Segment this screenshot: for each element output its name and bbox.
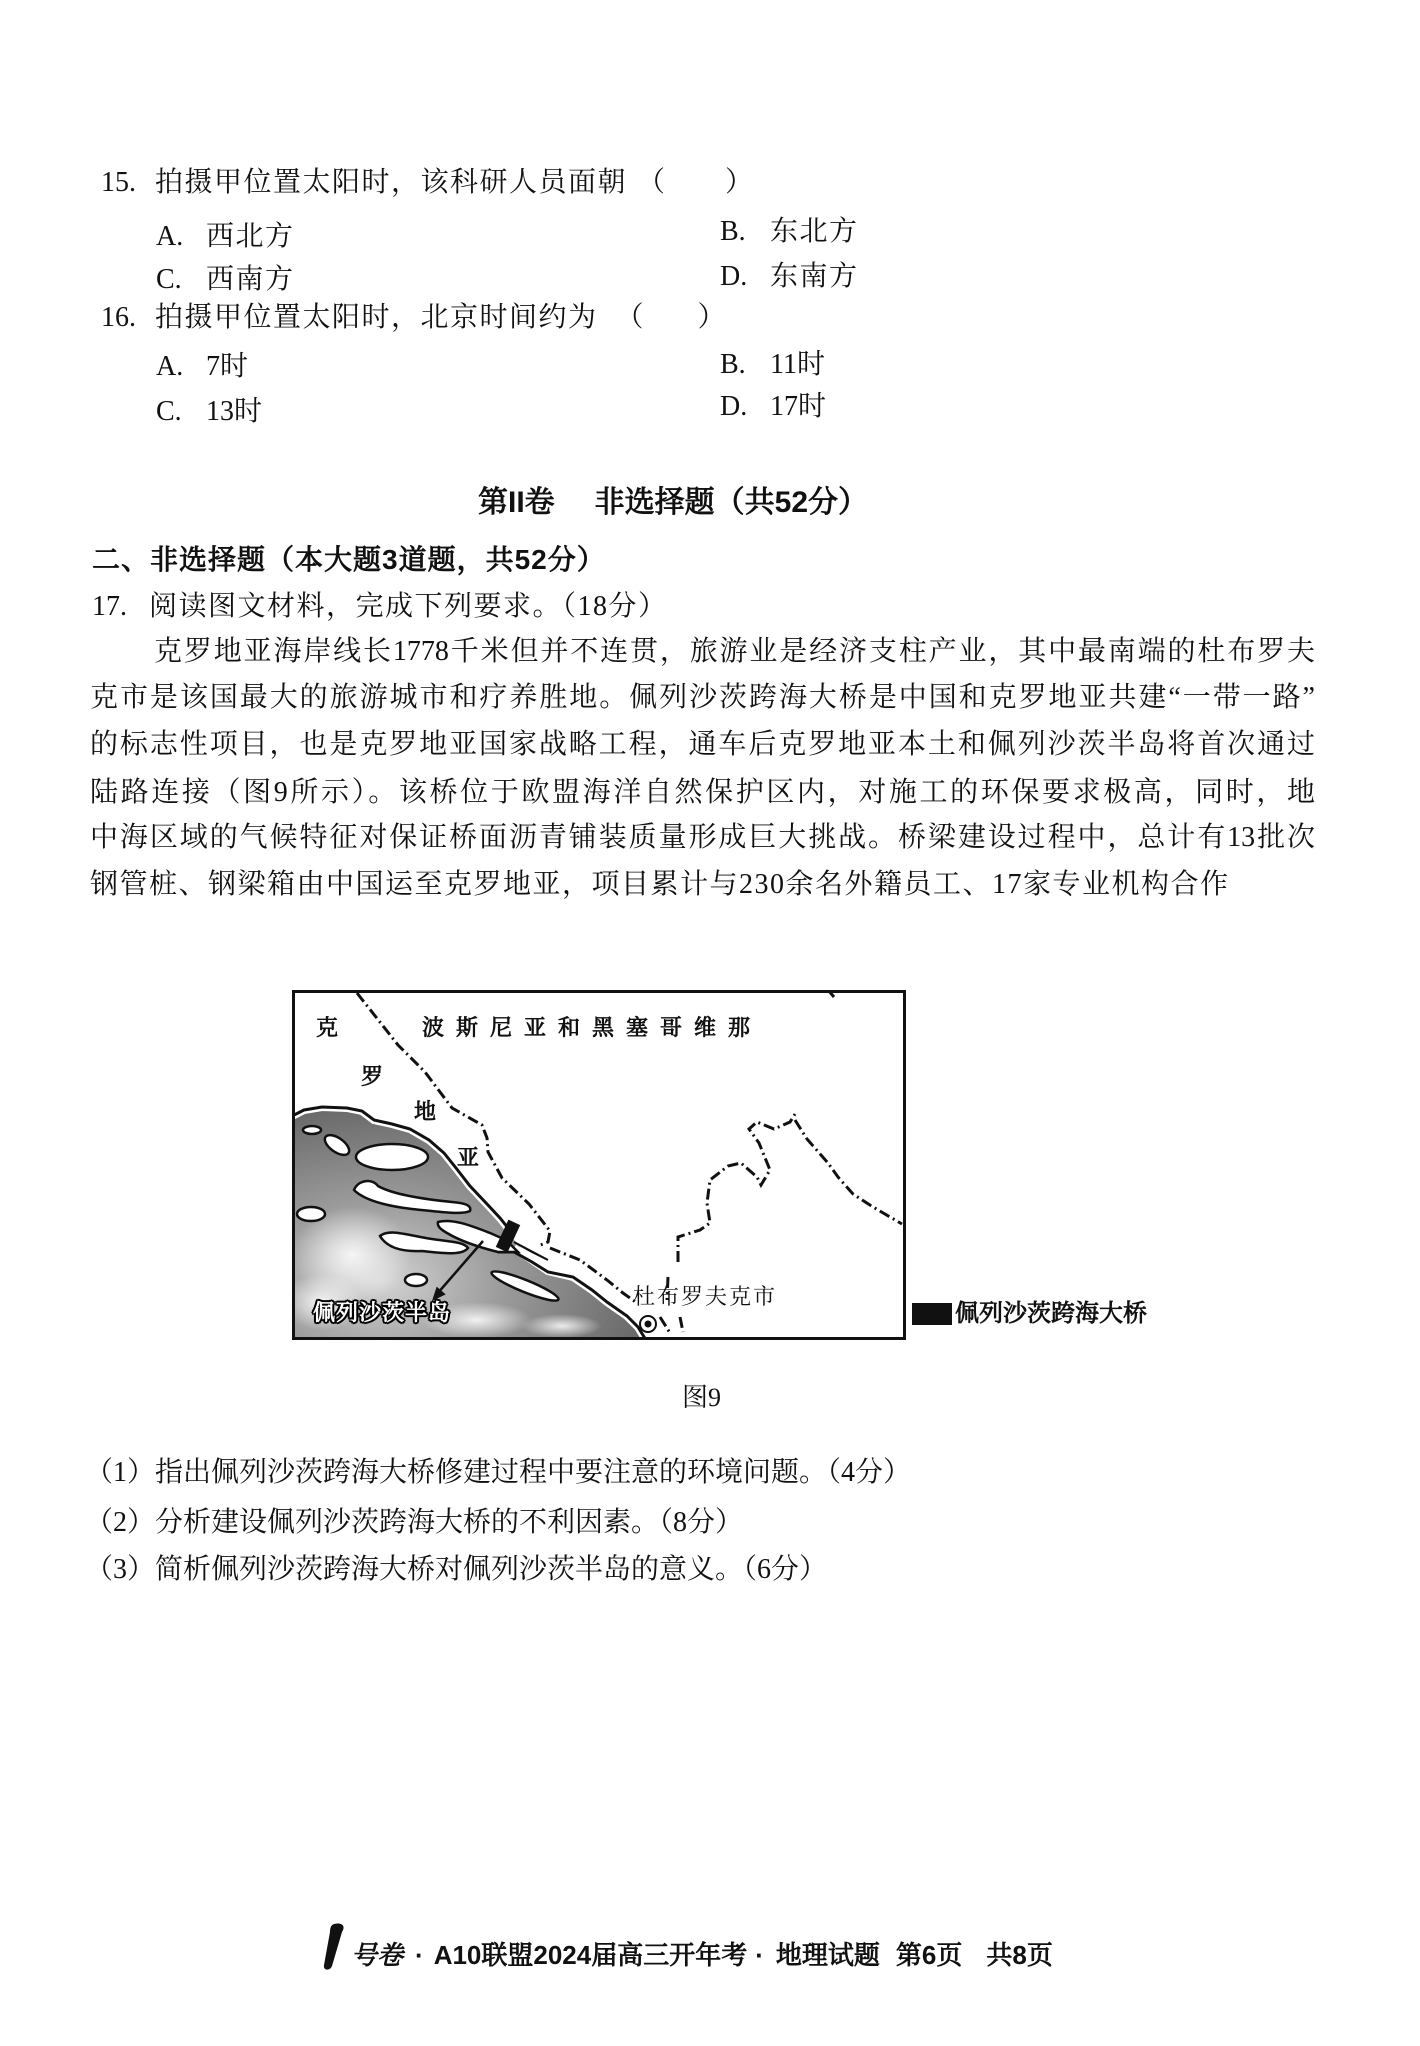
question-stem: 拍摄甲位置太阳时，该科研人员面朝 (155, 167, 628, 198)
option-text: 7时 (206, 351, 249, 382)
island (356, 1144, 428, 1170)
island (303, 1126, 321, 1134)
option-letter: B. (720, 349, 746, 380)
option-text: 东北方 (770, 216, 859, 247)
footer-exam-name: A10联盟2024届高三开年考 (433, 1940, 748, 1970)
option-letter: D. (720, 391, 748, 422)
answer-bracket-close: ） (725, 167, 754, 198)
footer-line (351, 1938, 1053, 1972)
passage-line: 克罗地亚海岸线长1778千米但并不连贯，旅游业是经济支柱产业，其中最南端的杜布罗夫 (154, 636, 1315, 667)
border-dubrovnik (680, 1317, 683, 1332)
question-instruction: 阅读图文材料，完成下列要求。（18分） (149, 591, 668, 622)
answer-bracket-open: （ (615, 302, 644, 333)
footer-total-pages: 共8页 (986, 1940, 1053, 1970)
label-bosnia: 波斯尼亚和黑塞哥维那 (422, 1015, 763, 1040)
option-letter: D. (720, 261, 748, 292)
option-text: 西南方 (206, 264, 295, 295)
footer-subject: 地理试题 (775, 1940, 880, 1970)
part-2-heading (478, 483, 868, 523)
question-line (101, 300, 726, 336)
part-title: 非选择题（共52分） (594, 486, 869, 519)
logo-brush-stroke-icon (320, 1922, 348, 1972)
answer-bracket-close: ） (697, 302, 726, 333)
option-text: 13时 (206, 396, 263, 427)
option-text: 东南方 (770, 261, 859, 292)
label-croatia-char: 亚 (457, 1145, 480, 1170)
question-number: 15. (101, 167, 136, 198)
border-bosnia-montenegro (678, 1114, 795, 1262)
label-croatia-char: 罗 (361, 1064, 384, 1089)
label-peninsula: 佩列沙茨半岛 (313, 1300, 452, 1325)
volume-label: 第II卷 (478, 486, 555, 519)
question-line (101, 165, 753, 201)
sub-question: （3）简析佩列沙茨跨海大桥对佩列沙茨半岛的意义。（6分） (85, 1554, 828, 1585)
option-text: 11时 (770, 349, 825, 380)
question-number: 17. (92, 591, 127, 622)
logo-text: 号卷 (351, 1941, 404, 1971)
sea-light-patch (522, 1314, 602, 1338)
option-letter: B. (720, 216, 746, 247)
border-dubrovnik (660, 1317, 670, 1333)
label-croatia-char: 地 (414, 1099, 437, 1124)
footer-separator: · (755, 1940, 764, 1970)
option-letter: A. (156, 221, 184, 252)
city-symbol-dot (645, 1321, 652, 1328)
sub-question: （2）分析建设佩列沙茨跨海大桥的不利因素。（8分） (85, 1507, 744, 1538)
figure-caption: 图9 (682, 1383, 722, 1412)
sub-question: （1）指出佩列沙茨跨海大桥修建过程中要注意的环境问题。（4分） (85, 1457, 912, 1488)
option-text: 17时 (770, 391, 827, 422)
footer-page-number: 第6页 (895, 1940, 963, 1970)
footer-separator: · (415, 1940, 424, 1970)
passage-line: 的标志性项目，也是克罗地亚国家战略工程，通车后克罗地亚本土和佩列沙茨半岛将首次通过 (90, 729, 1315, 760)
passage-line: 钢管桩、钢梁箱由中国运至克罗地亚，项目累计与230余名外籍员工、17家专业机构合作 (90, 869, 1230, 900)
border-east (795, 1120, 902, 1224)
passage-line: 陆路连接（图9所示）。该桥位于欧盟海洋自然保护区内，对施工的环保要求极高，同时，地 (90, 777, 1315, 808)
label-dubrovnik: 杜布罗夫克市 (633, 1284, 778, 1309)
label-croatia-char: 克 (316, 1015, 339, 1040)
passage-line: 克市是该国最大的旅游城市和疗养胜地。佩列沙茨跨海大桥是中国和克罗地亚共建“一带一路” (90, 682, 1315, 713)
option-letter: A. (156, 351, 184, 382)
option-text: 西北方 (206, 221, 295, 252)
island (297, 1207, 325, 1221)
answer-bracket-open: （ (637, 167, 666, 198)
map-graphic (292, 990, 906, 1340)
island (405, 1274, 427, 1286)
question-number: 16. (101, 302, 136, 333)
question-line (92, 589, 668, 625)
question-stem: 拍摄甲位置太阳时，北京时间约为 (155, 302, 598, 333)
passage-line: 中海区域的气候特征对保证桥面沥青铺装质量形成巨大挑战。桥梁建设过程中，总计有13批次 (90, 822, 1315, 853)
option-letter: C. (156, 396, 182, 427)
legend-bridge-label: 佩列沙茨跨海大桥 (955, 1300, 1147, 1327)
legend-bridge-swatch (912, 1303, 952, 1325)
option-letter: C. (156, 264, 182, 295)
figure-9-map (292, 990, 906, 1340)
section-heading: 二、非选择题（本大题3道题，共52分） (92, 544, 606, 575)
